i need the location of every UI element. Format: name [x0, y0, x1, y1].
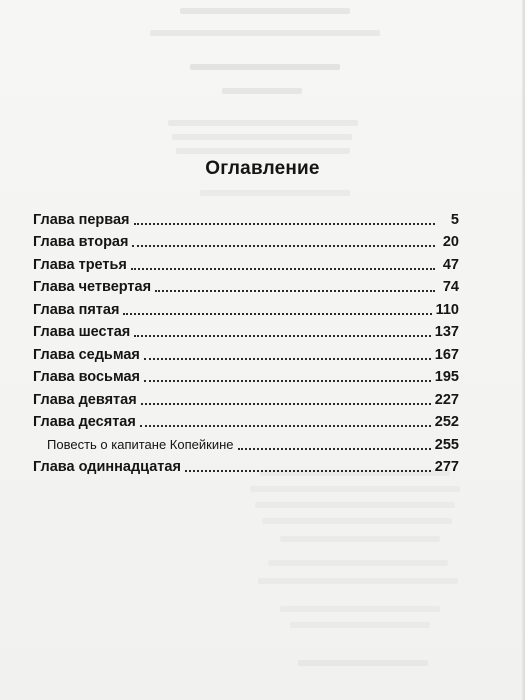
toc-entry-label: Глава восьмая [33, 369, 141, 385]
bleed-mark [176, 148, 350, 154]
toc-entry-label: Глава шестая [33, 324, 131, 340]
toc-entry-label: Глава десятая [33, 414, 136, 430]
dot-leader [132, 244, 435, 247]
bleed-mark [262, 518, 452, 524]
toc-entry-label: Глава вторая [33, 234, 129, 250]
toc-entry-label: Глава девятая [33, 391, 137, 408]
toc-entry-label: Глава первая [33, 211, 130, 228]
dot-leader [155, 289, 435, 292]
toc-entry-label: Глава пятая [33, 301, 120, 318]
table-of-contents [33, 205, 459, 475]
bleed-mark [180, 8, 350, 14]
toc-entry [33, 408, 459, 431]
bleed-mark [190, 64, 340, 70]
bleed-mark [172, 134, 352, 140]
toc-entry [33, 228, 459, 251]
dot-leader [185, 469, 431, 472]
bleed-mark [250, 486, 460, 492]
bleed-mark [255, 502, 455, 508]
toc-entry-label: Глава седьмая [33, 346, 140, 363]
toc-entry-page: 74 [442, 279, 459, 295]
toc-entry-label: Глава третья [33, 256, 127, 273]
bleed-mark [290, 622, 430, 628]
bleed-mark [268, 560, 448, 566]
toc-entry-page: 167 [434, 346, 459, 363]
toc-entry-page: 47 [442, 256, 459, 273]
contents-heading: Оглавление [205, 158, 320, 179]
dot-leader [140, 424, 431, 427]
bleed-mark [200, 190, 350, 196]
toc-entry-page: 5 [450, 211, 459, 228]
toc-entry-page: 277 [434, 459, 459, 475]
toc-entry [33, 318, 459, 341]
dot-leader [134, 222, 435, 225]
toc-entry-page: 255 [434, 436, 459, 453]
dot-leader [144, 379, 431, 382]
bleed-mark [280, 536, 440, 542]
toc-entry [33, 453, 459, 476]
toc-entry-label: Повесть о капитане Копейкине [47, 436, 234, 452]
toc-entry [33, 295, 459, 318]
toc-entry-label: Глава четвертая [33, 279, 152, 295]
bleed-mark [258, 578, 458, 584]
toc-entry [33, 430, 459, 453]
dot-leader [123, 312, 431, 315]
toc-entry-page: 252 [434, 414, 459, 430]
dot-leader [134, 334, 431, 337]
dot-leader [131, 267, 435, 270]
dot-leader [144, 357, 431, 360]
dot-leader [238, 447, 431, 450]
toc-entry-page: 137 [434, 324, 459, 340]
toc-entry [33, 363, 459, 386]
bleed-mark [222, 88, 302, 94]
toc-entry-page: 110 [435, 301, 459, 318]
toc-entry-page: 195 [434, 369, 459, 385]
toc-entry [33, 340, 459, 363]
bleed-mark [150, 30, 380, 36]
toc-entry-label: Глава одиннадцатая [33, 459, 181, 475]
toc-entry-page: 227 [434, 391, 459, 408]
toc-entry [33, 250, 459, 273]
toc-entry [33, 385, 459, 408]
bleed-mark [168, 120, 358, 126]
toc-entry-page: 20 [442, 234, 459, 250]
bleed-mark [280, 606, 440, 612]
toc-entry [33, 205, 459, 228]
dot-leader [141, 402, 431, 405]
bleed-mark [298, 660, 428, 666]
toc-entry [33, 273, 459, 296]
